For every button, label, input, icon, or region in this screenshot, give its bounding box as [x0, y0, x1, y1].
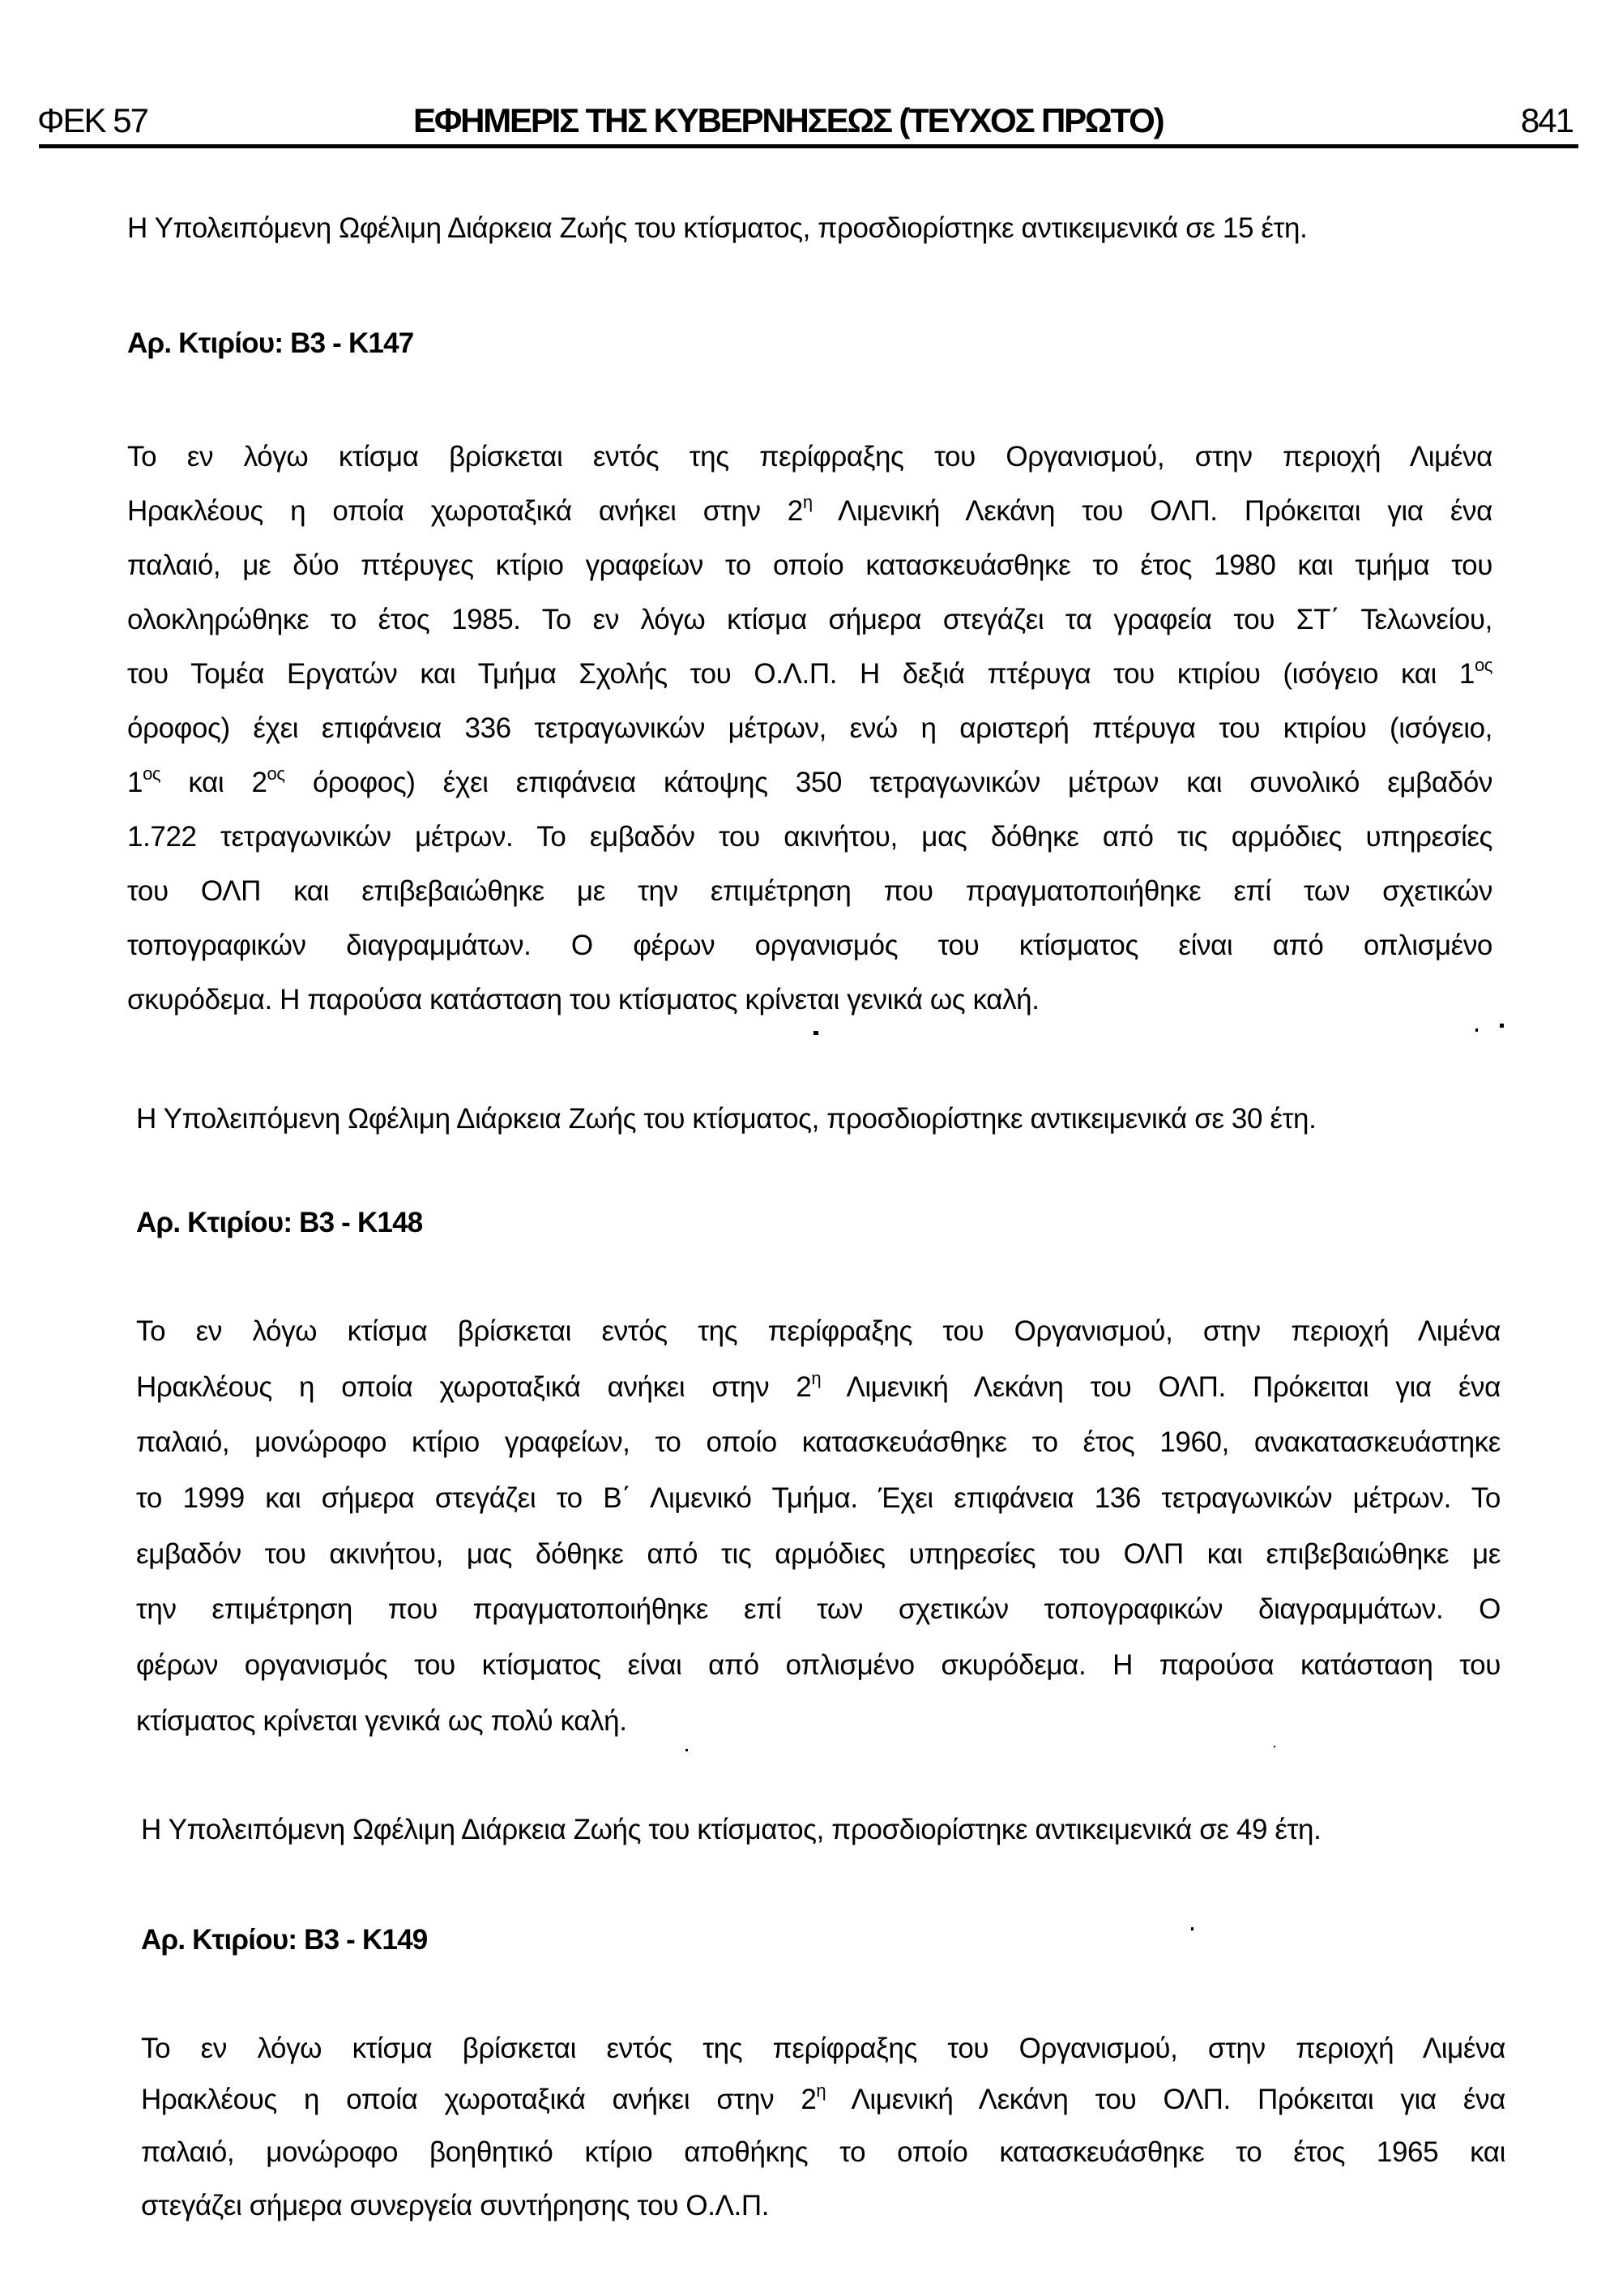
scan-speck: [1500, 1024, 1504, 1028]
paragraph-line: [127, 658, 1492, 691]
remaining-life-statement: Η Υπολειπόμενη Ωφέλιμη Διάρκεια Ζωής του κτίσματος, προσδιορίστηκε αντικειμενικά σε 15 έτη.: [127, 212, 1308, 244]
ordinal-superscript: ος: [1474, 658, 1492, 676]
scan-speck: [685, 1749, 688, 1751]
paragraph-line: εμβαδόν του ακινήτου, μας δόθηκε από τις αρμόδιες υπηρεσίες του ΟΛΠ και επιβεβαιώθηκε με: [136, 1538, 1501, 1570]
paragraph-line: στεγάζει σήμερα συνεργεία συντήρησης του Ο.Λ.Π.: [141, 2190, 770, 2221]
paragraph-line: όροφος) έχει επιφάνεια 336 τετραγωνικών μέτρων, ενώ η αριστερή πτέρυγα του κτιρίου (ισόγειο,: [127, 712, 1492, 744]
page-number: 841: [1520, 101, 1573, 139]
text-fragment: Ηρακλέους η οποία χωροταξικά ανήκει στην 2: [141, 2084, 817, 2115]
text-fragment: και 2: [160, 767, 267, 798]
paragraph-line: 1.722 τετραγωνικών μέτρων. Το εμβαδόν του ακινήτου, μας δόθηκε από τις αρμόδιες υπηρεσίες: [127, 821, 1492, 853]
gazette-title: ΕΦΗΜΕΡΙΣ ΤΗΣ ΚΥΒΕΡΝΗΣΕΩΣ (ΤΕΥΧΟΣ ΠΡΩΤΟ): [413, 101, 1164, 139]
building-heading: Αρ. Κτιρίου: Β3 - Κ149: [141, 1924, 428, 1956]
building-heading: Αρ. Κτιρίου: Β3 - Κ148: [136, 1207, 423, 1238]
paragraph-line: τοπογραφικών διαγραμμάτων. Ο φέρων οργανισμός του κτίσματος είναι από οπλισμένο: [127, 930, 1492, 961]
paragraph-line: [136, 1371, 1501, 1404]
ordinal-superscript: ος: [267, 767, 285, 785]
text-fragment: Λιμενική Λεκάνη του ΟΛΠ. Πρόκειται για ένα: [812, 495, 1492, 527]
paragraph-line: την επιμέτρηση που πραγματοποιήθηκε επί των σχετικών τοπογραφικών διαγραμμάτων. Ο: [136, 1593, 1501, 1625]
scan-speck: [1191, 1927, 1193, 1930]
paragraph-line: Το εν λόγω κτίσμα βρίσκεται εντός της περίφραξης του Οργανισμού, στην περιοχή Λιμένα: [141, 2033, 1505, 2064]
paragraph-line: Το εν λόγω κτίσμα βρίσκεται εντός της περίφραξης του Οργανισμού, στην περιοχή Λιμένα: [136, 1315, 1501, 1347]
issue-number: ΦΕΚ 57: [37, 101, 147, 139]
paragraph-line: σκυρόδεμα. Η παρούσα κατάσταση του κτίσματος κρίνεται γενικά ως καλή.: [127, 984, 1040, 1015]
text-fragment: Λιμενική Λεκάνη του ΟΛΠ. Πρόκειται για ένα: [821, 1371, 1501, 1403]
ordinal-superscript: η: [811, 1371, 822, 1389]
text-fragment: Ηρακλέους η οποία χωροταξικά ανήκει στην 2: [127, 495, 803, 527]
paragraph-line: παλαιό, μονώροφο βοηθητικό κτίριο αποθήκης το οποίο κατασκευάσθηκε το έτος 1965 και: [141, 2136, 1505, 2168]
scan-speck: [813, 1031, 818, 1035]
paragraph-line: [127, 767, 1492, 799]
paragraph-line: φέρων οργανισμός του κτίσματος είναι από οπλισμένο σκυρόδεμα. Η παρούσα κατάσταση του: [136, 1649, 1501, 1681]
paragraph-line: του ΟΛΠ και επιβεβαιώθηκε με την επιμέτρηση που πραγματοποιήθηκε επί των σχετικών: [127, 875, 1492, 907]
paragraph-line: [141, 2084, 1505, 2116]
paragraph-line: ολοκληρώθηκε το έτος 1985. Το εν λόγω κτίσμα σήμερα στεγάζει τα γραφεία του ΣΤ΄ Τελωνείου,: [127, 604, 1492, 635]
paragraph-line: Το εν λόγω κτίσμα βρίσκεται εντός της περίφραξης του Οργανισμού, στην περιοχή Λιμένα: [127, 441, 1492, 472]
paragraph-line: [127, 495, 1492, 528]
scan-speck: [1475, 1028, 1478, 1032]
ordinal-superscript: η: [816, 2084, 826, 2101]
paragraph-line: το 1999 και σήμερα στεγάζει το Β΄ Λιμενικό Τμήμα. Έχει επιφάνεια 136 τετραγωνικών μέτρων. Το: [136, 1482, 1501, 1514]
remaining-life-statement: Η Υπολειπόμενη Ωφέλιμη Διάρκεια Ζωής του κτίσματος, προσδιορίστηκε αντικειμενικά σε 30 έτη.: [136, 1103, 1317, 1135]
scan-speck: [1274, 1746, 1275, 1747]
paragraph-line: παλαιό, με δύο πτέρυγες κτίριο γραφείων το οποίο κατασκευάσθηκε το έτος 1980 και τμήμα του: [127, 549, 1492, 581]
text-fragment: όροφος) έχει επιφάνεια κάτοψης 350 τετραγωνικών μέτρων και συνολικό εμβαδόν: [284, 767, 1492, 798]
remaining-life-statement: Η Υπολειπόμενη Ωφέλιμη Διάρκεια Ζωής του κτίσματος, προσδιορίστηκε αντικειμενικά σε 49 έτη.: [141, 1814, 1322, 1845]
text-fragment: Ηρακλέους η οποία χωροταξικά ανήκει στην 2: [136, 1371, 812, 1403]
paragraph-line: κτίσματος κρίνεται γενικά ως πολύ καλή.: [136, 1705, 627, 1737]
ordinal-superscript: ος: [143, 767, 161, 785]
header-rule: [39, 144, 1578, 148]
text-fragment: 1: [127, 767, 143, 798]
text-fragment: του Τομέα Εργατών και Τμήμα Σχολής του Ο.Λ.Π. Η δεξιά πτέρυγα του κτιρίου (ισόγειο και 1: [127, 658, 1475, 690]
ordinal-superscript: η: [802, 495, 813, 513]
text-fragment: Λιμενική Λεκάνη του ΟΛΠ. Πρόκειται για ένα: [826, 2084, 1505, 2115]
building-heading: Αρ. Κτιρίου: Β3 - Κ147: [127, 327, 414, 359]
paragraph-line: παλαιό, μονώροφο κτίριο γραφείων, το οποίο κατασκευάσθηκε το έτος 1960, ανακατασκευάστηκε: [136, 1426, 1501, 1458]
